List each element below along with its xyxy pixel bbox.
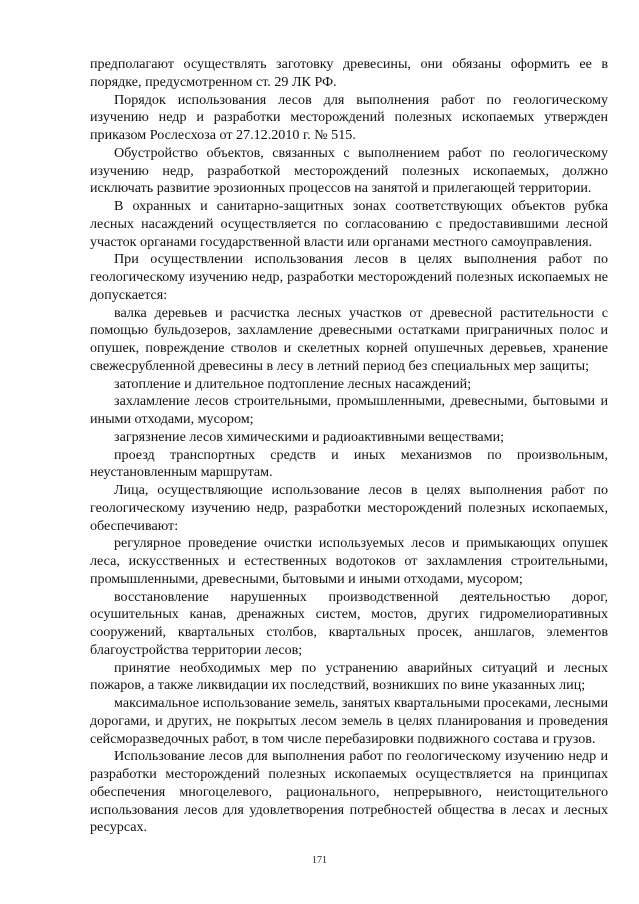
list-item: проезд транспортных средств и иных механизмов по произвольным, неустановленным маршрутам. xyxy=(90,446,608,481)
paragraph-obligations: Лица, осуществляющие использование лесов в целях выполнения работ по геологическому изучению недр, разработки месторождений полезных ископаемых, обеспечивают: xyxy=(90,482,608,534)
list-item: принятие необходимых мер по устранению аварийных ситуаций и лесных пожаров, а также ликвидации их последствий, возникших по вине указанных лиц; xyxy=(90,659,608,694)
list-item: восстановление нарушенных производственной деятельностью дорог, осушительных канав, дренажных систем, мостов, других гидромелиоративных сооружений, квартальных столбов, квартальных просек, аншлагов, элементов благоустройства территории лесов; xyxy=(90,588,608,658)
list-item: регулярное проведение очистки используемых лесов и примыкающих опушек леса, искусственных и естественных водотоков от захламления строительными, промышленными, древесными, бытовыми и иными отходами, мусором; xyxy=(90,535,608,587)
paragraph-continuation: предполагают осуществлять заготовку древесины, они обязаны оформить ее в порядке, предусмотренном ст. 29 ЛК РФ. xyxy=(90,56,608,90)
paragraph-order-rosleskhoz: Порядок использования лесов для выполнения работ по геологическому изучению недр и разработки месторождений полезных ископаемых утвержден приказом Рослесхоза от 27.12.2010 г. № 515. xyxy=(90,91,608,143)
list-item: максимальное использование земель, занятых квартальными просеками, лесными дорогами, и других, не покрытых лесом земель в целях планирования и проведения сейсморазведочных работ, в том числе перебазировки подвижного состава и грузов. xyxy=(90,695,608,747)
paragraph-principles: Использование лесов для выполнения работ по геологическому изучению недр и разработки месторождений полезных ископаемых осуществляется на принципах обеспечения многоцелевого, рационального, непрерывного, неистощительного использования лесов для удовлетворения потребностей общества в лесах и лесных ресурсах. xyxy=(90,748,608,836)
list-item: валка деревьев и расчистка лесных участков от древесной растительности с помощью бульдозеров, захламление древесными остатками приграничных полос и опушек, повреждение стволов и скелетных корней опушечных деревьев, хранение свежесрубленной древесины в лесу в летний период без специальных мер защиты; xyxy=(90,304,608,374)
list-item: загрязнение лесов химическими и радиоактивными веществами; xyxy=(114,428,505,445)
paragraph-protection-zones: В охранных и санитарно-защитных зонах соответствующих объектов рубка лесных насаждений осуществляется по согласованию с предоставившими лесной участок органами государственной власти или органами местного самоуправления. xyxy=(90,198,608,250)
paragraph-not-allowed: При осуществлении использования лесов в целях выполнения работ по геологическому изучению недр, разработки месторождений полезных ископаемых не допускается: xyxy=(90,251,608,303)
page-number: 171 xyxy=(312,855,327,866)
document-body xyxy=(90,56,608,837)
list-item: затопление и длительное подтопление лесных насаждений; xyxy=(114,375,472,392)
list-item: захламление лесов строительными, промышленными, древесными, бытовыми и иными отходами, мусором; xyxy=(90,393,608,427)
paragraph-erosion: Обустройство объектов, связанных с выполнением работ по геологическому изучению недр, разработкой месторождений полезных ископаемых, должно исключать развитие эрозионных процессов на занятой и прилегающей территории. xyxy=(90,144,608,197)
